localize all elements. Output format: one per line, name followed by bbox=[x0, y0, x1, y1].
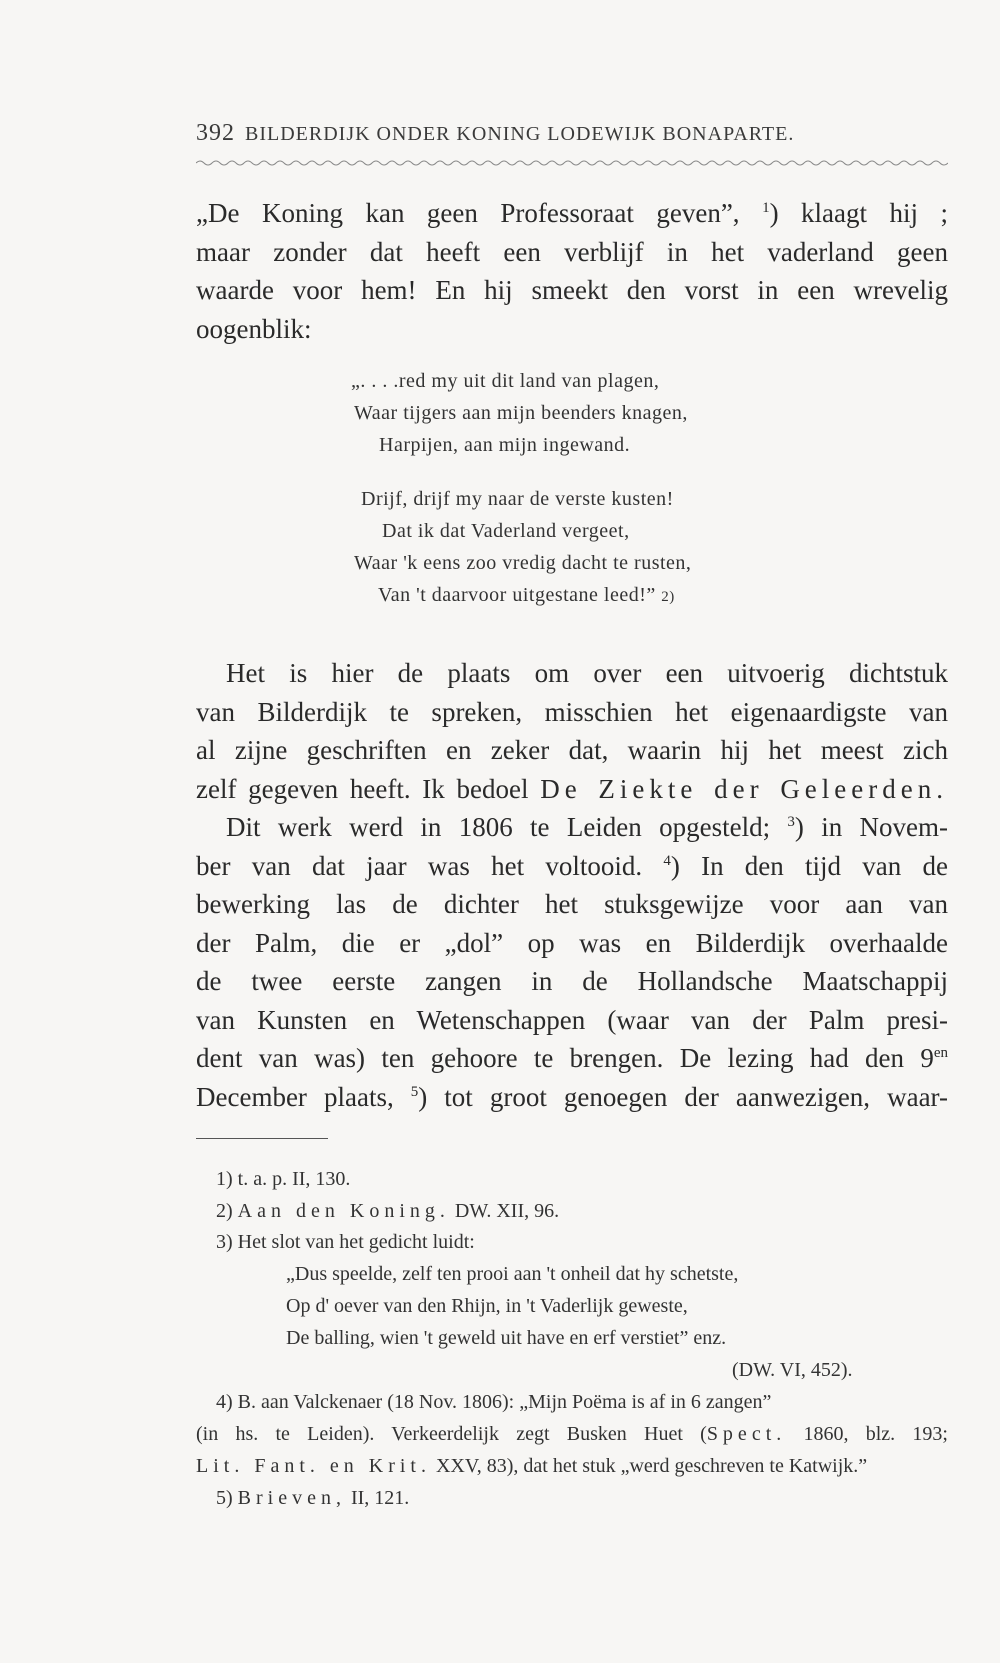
work-title: De Ziekte der Geleerden. bbox=[540, 773, 948, 804]
footnote-number: 5) bbox=[216, 1487, 233, 1509]
text-fragment: ber van dat jaar was het voltooid. bbox=[196, 850, 643, 881]
text-fragment: II, 121. bbox=[350, 1487, 410, 1509]
poem-line: Dat ik dat Vaderland vergeet, bbox=[382, 520, 630, 542]
text-fragment: ) In den tijd van de bbox=[670, 850, 948, 881]
work-title: Aan den Koning. bbox=[237, 1200, 450, 1222]
footnote-3-quote-line: Op d' oever van den Rhijn, in 't Vaderlijk geweste, bbox=[286, 1295, 688, 1317]
footnote-2 bbox=[216, 1200, 559, 1223]
text-fragment: DW. XII, 96. bbox=[454, 1200, 560, 1222]
text-line: de twee eerste zangen in de Hollandsche Maatschappij bbox=[196, 966, 948, 996]
text-fragment: dent van was) ten gehoore te brengen. De lezing had den 9 bbox=[196, 1043, 934, 1073]
page-number: 392 bbox=[196, 120, 235, 146]
superscript: en bbox=[933, 1045, 948, 1061]
header-wavy-rule bbox=[196, 158, 948, 168]
poem-line: Waar 'k eens zoo vredig dacht te rusten, bbox=[354, 552, 692, 574]
poem-line: Waar tijgers aan mijn beenders knagen, bbox=[354, 402, 688, 424]
text-fragment: ) klaagt hij ; bbox=[769, 198, 949, 228]
text-fragment: XXV, 83), dat het stuk „werd geschreven te Katwijk.” bbox=[435, 1455, 868, 1477]
footnote-number: 2) bbox=[216, 1200, 233, 1222]
text-line: waarde voor hem! En hij smeekt den vorst in een wrevelig bbox=[196, 275, 948, 305]
work-title: Lit. Fant. en Krit. bbox=[196, 1455, 431, 1477]
text-line bbox=[196, 1039, 948, 1078]
text-line bbox=[196, 194, 948, 233]
text-line: bewerking las de dichter het stuksgewijze voor aan van bbox=[196, 889, 948, 919]
running-header bbox=[196, 120, 886, 147]
text-fragment: (in hs. te Leiden). Verkeerdelijk zegt Busken Huet ( bbox=[196, 1423, 707, 1445]
poem-line: „. . . .red my uit dit land van plagen, bbox=[351, 370, 660, 392]
text-fragment: „De Koning kan geen Professoraat geven”, bbox=[196, 198, 740, 228]
text-line bbox=[196, 808, 948, 847]
text-line bbox=[196, 847, 948, 886]
footnote-1: 1) t. a. p. II, 130. bbox=[216, 1168, 351, 1190]
poem-line: Drijf, drijf my naar de verste kusten! bbox=[361, 488, 674, 510]
footnote-ref: 2) bbox=[661, 589, 675, 605]
text-line: oogenblik: bbox=[196, 313, 312, 344]
footnote-ref: 4 bbox=[663, 852, 671, 869]
footnote-ref: 5 bbox=[410, 1083, 419, 1100]
text-line: maar zonder dat heeft een verblijf in het vaderland geen bbox=[196, 236, 948, 267]
footnote-4-line: 4) B. aan Valckenaer (18 Nov. 1806): „Mijn Poëma is af in 6 zangen” bbox=[216, 1391, 772, 1413]
intro-paragraph bbox=[196, 194, 948, 348]
text-line: al zijne geschriften en zeker dat, waarin hij het meest zich bbox=[196, 735, 948, 765]
footnote-3-quote-line: „Dus speelde, zelf ten prooi aan 't onheil dat hy schetste, bbox=[286, 1263, 739, 1285]
footnote-ref: 3 bbox=[787, 814, 795, 830]
footnote-3-quote-line: De balling, wien 't geweld uit have en erf verstiet” enz. bbox=[286, 1327, 727, 1349]
text-fragment: December plaats, bbox=[196, 1081, 394, 1112]
text-line: Het is hier de plaats om over een uitvoerig dichtstuk bbox=[226, 658, 948, 688]
text-line: der Palm, die er „dol” op was en Bilderdijk overhaalde bbox=[196, 927, 948, 958]
text-line: van Bilderdijk te spreken, misschien het eigenaardigste van bbox=[196, 696, 948, 727]
text-line bbox=[196, 1078, 948, 1117]
footnote-4-line bbox=[196, 1455, 867, 1478]
text-line bbox=[196, 770, 948, 809]
main-paragraph bbox=[196, 654, 948, 1116]
footnote-divider bbox=[196, 1138, 328, 1139]
text-fragment: Dit werk werd in 1806 te Leiden opgesteld; bbox=[226, 812, 771, 842]
running-title: BILDERDIJK ONDER KONING LODEWIJK BONAPARTE. bbox=[245, 123, 795, 145]
text-line: van Kunsten en Wetenschappen (waar van der Palm presi- bbox=[196, 1004, 948, 1035]
footnote-3-source: (DW. VI, 452). bbox=[732, 1359, 853, 1381]
text-fragment: ) tot groot genoegen der aanwezigen, waar- bbox=[418, 1081, 948, 1112]
text-fragment: Van 't daarvoor uitgestane leed!” bbox=[378, 584, 656, 606]
text-fragment: zelf gegeven heeft. Ik bedoel bbox=[196, 773, 529, 804]
footnote-4-line bbox=[196, 1423, 948, 1446]
poem-line bbox=[378, 584, 675, 607]
work-title: Spect. bbox=[706, 1423, 787, 1445]
poem-line: Harpijen, aan mijn ingewand. bbox=[379, 434, 631, 456]
work-title: Brieven, bbox=[237, 1487, 346, 1509]
footnote-3: 3) Het slot van het gedicht luidt: bbox=[216, 1231, 475, 1253]
footnote-ref: 1 bbox=[762, 200, 770, 216]
text-fragment: ) in Novem- bbox=[794, 812, 949, 842]
text-fragment: 1860, blz. 193; bbox=[803, 1423, 948, 1445]
footnote-5 bbox=[216, 1487, 409, 1510]
